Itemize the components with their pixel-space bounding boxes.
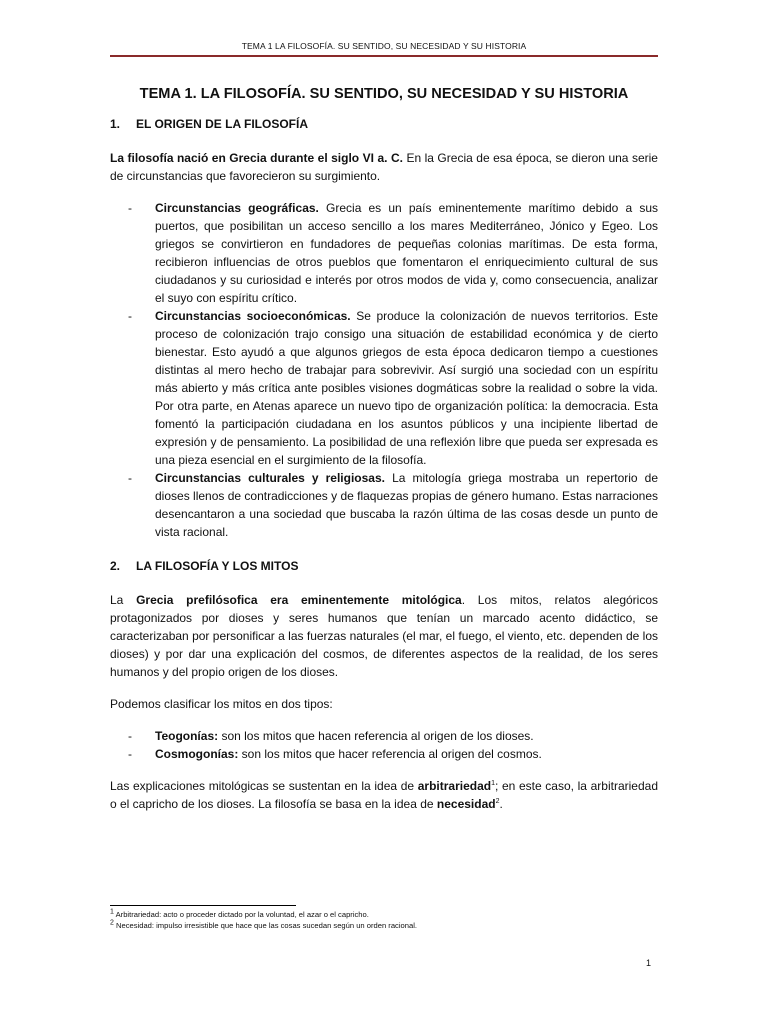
bold-text: necesidad — [436, 797, 496, 811]
list-item-body — [155, 469, 658, 541]
list-item-text: son los mitos que hacer referencia al origen del cosmos. — [238, 747, 542, 761]
paragraph-text: . Los mitos, relatos alegóricos protagonizados por dioses y seres humanos que tenían un marcado acento didáctico, se caracterizaban por personificar a las fuerzas naturales (el mar, el fuego, el viento, etc. dependen de los dioses) y por dar una explicación del cosmos, de diferentes aspectos de la realidad, de los seres humanos y del propio origen de los dioses. — [110, 593, 658, 679]
list-item-body — [155, 307, 658, 469]
page-number: 1 — [646, 958, 652, 968]
bullet-dash: - — [128, 309, 132, 323]
page-content — [110, 86, 658, 827]
arbitrariness-paragraph — [110, 777, 658, 813]
list-item-body — [155, 727, 658, 745]
footnote-mark: 2 — [110, 919, 114, 927]
section-heading-1 — [110, 117, 658, 131]
myths-paragraph — [110, 591, 658, 681]
list-item-body — [155, 745, 658, 763]
bold-text: arbitrariedad — [417, 779, 492, 793]
intro-paragraph — [110, 149, 658, 185]
list-item — [110, 727, 658, 745]
list-item — [110, 745, 658, 763]
section-title: EL ORIGEN DE LA FILOSOFÍA — [136, 117, 309, 131]
list-item-label: Circunstancias culturales y religiosas. — [155, 471, 385, 485]
list-item — [110, 307, 658, 469]
paragraph-text: . — [499, 797, 503, 811]
myth-types-list — [110, 727, 658, 763]
circumstances-list — [110, 199, 658, 541]
section-number: 2. — [110, 559, 121, 573]
intro-text: En la Grecia de esa época, se dieron una serie de circunstancias que favorecieron su surgimiento. — [110, 151, 658, 183]
bullet-dash: - — [128, 747, 132, 761]
footnotes — [110, 905, 658, 931]
footnote-text: Arbitrariedad: acto o proceder dictado por la voluntad, el azar o el capricho. — [113, 910, 369, 919]
list-item-text: La mitología griega mostraba un repertorio de dioses llenos de contradicciones y de flaquezas propias de género humano. Estas narraciones desencantaron a una sociedad que buscaba la razón última de las cosas desde un punto de vista racional. — [155, 471, 659, 539]
classification-paragraph: Podemos clasificar los mitos en dos tipos: — [110, 697, 333, 711]
list-item-label: Cosmogonías: — [155, 747, 239, 761]
section-heading-2 — [110, 559, 658, 573]
list-item — [110, 199, 658, 307]
bullet-dash: - — [128, 729, 132, 743]
list-item-body — [155, 199, 658, 307]
footnote-ref[interactable]: 2 — [495, 798, 500, 805]
footnote-rule — [110, 905, 296, 906]
footnote — [110, 909, 658, 920]
list-item — [110, 469, 658, 541]
footnote-ref[interactable]: 1 — [491, 780, 495, 787]
list-item-label: Teogonías: — [155, 729, 219, 743]
footnote-text: Necesidad: impulso irresistible que hace que las cosas sucedan según un orden racional. — [113, 921, 417, 930]
document-title: TEMA 1. LA FILOSOFÍA. SU SENTIDO, SU NECESIDAD Y SU HISTORIA — [139, 86, 629, 102]
paragraph-text: La — [110, 593, 137, 607]
list-item-label: Circunstancias socioeconómicas. — [155, 309, 351, 323]
list-item-text: Grecia es un país eminentemente marítimo debido a sus puertos, que posibilitan un acceso sencillo a los mares Mediterráneo, Jónico y Egeo. Los griegos se convirtieron en fundadores de pequeñas colonias marítimas. De esta forma, recibieron influencias de otros pueblos que fomentaron el enriquecimiento cultural de sus ciudadanos y su curiosidad e interés por otros modos de vida y, como consecuencia, analizar el suyo con espíritu crítico. — [155, 201, 658, 305]
bold-text: Grecia prefilósofica era eminentemente mitológica — [136, 593, 462, 607]
bullet-dash: - — [128, 201, 132, 215]
bullet-dash: - — [128, 471, 132, 485]
list-item-label: Circunstancias geográficas. — [155, 201, 319, 215]
list-item-text: son los mitos que hacen referencia al origen de los dioses. — [218, 729, 534, 743]
intro-bold-text: La filosofía nació en Grecia durante el siglo VI a. C. — [110, 151, 403, 165]
running-header: TEMA 1 LA FILOSOFÍA. SU SENTIDO, SU NECESIDAD Y SU HISTORIA — [110, 41, 658, 57]
paragraph-text: Las explicaciones mitológicas se sustentan en la idea de — [110, 779, 418, 793]
paragraph-text: ; en este caso, la arbitrariedad o el capricho de los dioses. La filosofía se basa en la idea de — [110, 779, 658, 811]
footnote-mark: 1 — [110, 908, 114, 916]
section-number: 1. — [110, 117, 121, 131]
list-item-text: Se produce la colonización de nuevos territorios. Este proceso de colonización trajo consigo una situación de estabilidad económica y de cierto bienestar. Esto ayudó a que algunos griegos de esta época dedicaron tiempo a cuestiones distintas al mero hecho de trabajar para sobrevivir. Así surgió una sociedad con un espíritu más abierto y más crítica ante posibles visiones dogmáticas sobre la realidad o sobre la vida. Por otra parte, en Atenas aparece un nuevo tipo de organización política: la democracia. Esta fomentó la participación ciudadana en los asuntos públicos y una incipiente libertad de expresión y de pensamiento. La posibilidad de una reflexión libre que pueda ser expresada es una pieza esencial en el surgimiento de la filosofía. — [155, 309, 658, 467]
footnote — [110, 920, 658, 931]
section-title: LA FILOSOFÍA Y LOS MITOS — [136, 559, 299, 573]
